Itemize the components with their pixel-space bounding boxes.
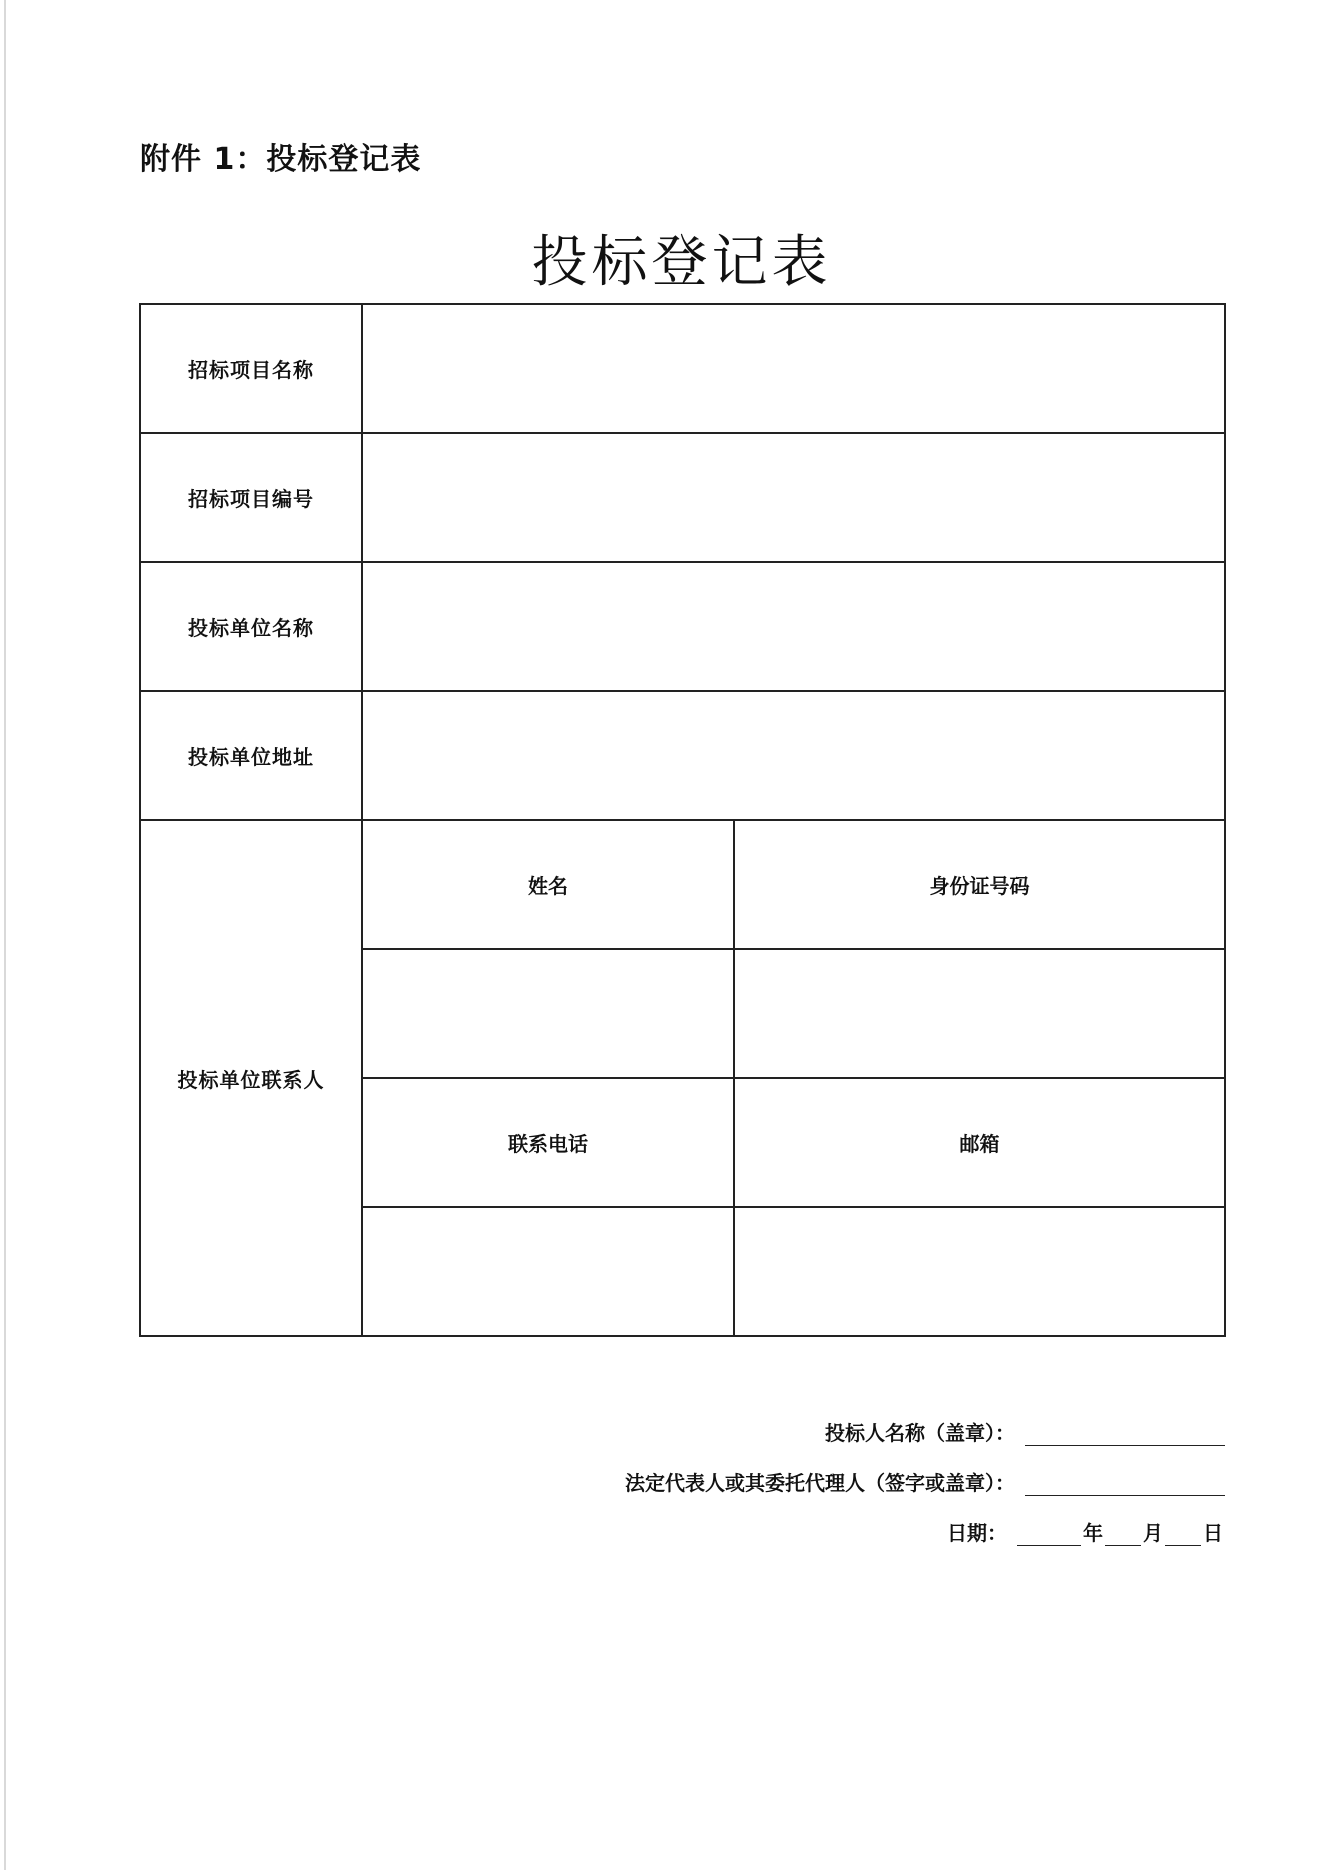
field-label-bidder-address: 投标单位地址 [140,691,362,820]
representative-label: 法定代表人或其委托代理人（签字或盖章）： [625,1471,1015,1495]
date-line [465,1496,1225,1546]
field-value-id-number[interactable] [734,949,1225,1078]
registration-table [139,303,1226,1337]
header-id-number: 身份证号码 [734,820,1225,949]
date-day-blank[interactable] [1165,1523,1201,1546]
table-row [140,820,1225,949]
form-title [0,218,1323,298]
bidder-seal-label: 投标人名称（盖章）： [825,1421,1015,1445]
date-month-blank[interactable] [1105,1523,1141,1546]
representative-line [465,1446,1225,1496]
field-label-contact-person: 投标单位联系人 [140,820,362,1336]
representative-blank[interactable] [1025,1473,1225,1496]
header-email: 邮箱 [734,1078,1225,1207]
field-value-project-number[interactable] [362,433,1225,562]
field-label-project-number: 招标项目编号 [140,433,362,562]
date-month-unit: 月 [1143,1521,1163,1545]
field-label-bidder-name: 投标单位名称 [140,562,362,691]
date-year-blank[interactable] [1017,1523,1081,1546]
field-value-name[interactable] [362,949,734,1078]
table-row [140,562,1225,691]
field-label-project-name: 招标项目名称 [140,304,362,433]
attachment-heading: 附件 1：投标登记表 [140,142,422,177]
field-value-phone[interactable] [362,1207,734,1336]
field-value-email[interactable] [734,1207,1225,1336]
field-value-bidder-address[interactable] [362,691,1225,820]
field-value-bidder-name[interactable] [362,562,1225,691]
date-day-unit: 日 [1203,1521,1223,1545]
bidder-seal-line [465,1396,1225,1446]
signature-block [465,1396,1225,1546]
date-year-unit: 年 [1083,1521,1103,1545]
table-row [140,304,1225,433]
table-row [140,691,1225,820]
header-name: 姓名 [362,820,734,949]
field-value-project-name[interactable] [362,304,1225,433]
header-phone: 联系电话 [362,1078,734,1207]
bidder-seal-blank[interactable] [1025,1423,1225,1446]
date-label: 日期： [947,1521,1007,1545]
table-row [140,433,1225,562]
form-title-text: 投标登记表 [531,230,832,295]
